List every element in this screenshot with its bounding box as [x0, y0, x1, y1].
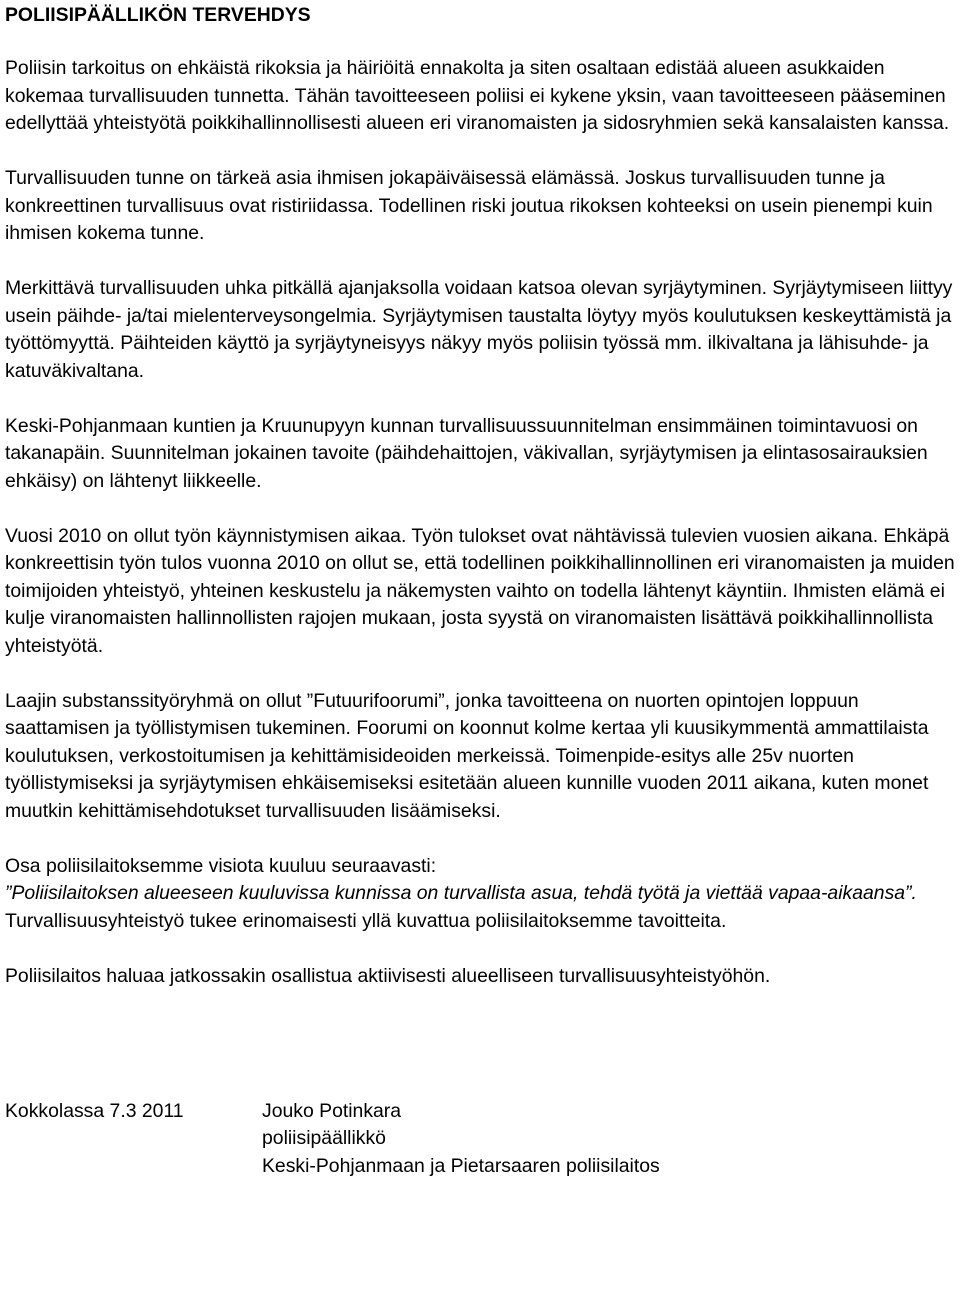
letter-document — [5, 0, 957, 1180]
title-spacer — [5, 30, 957, 55]
signature-block — [5, 1098, 957, 1180]
vision-intro: Osa poliisilaitoksemme visiota kuuluu seuraavasti: — [5, 854, 437, 877]
signatory-role: poliisipäällikkö — [262, 1127, 386, 1149]
vision-section — [5, 853, 957, 936]
signatory — [262, 1098, 660, 1181]
signatory-name: Jouko Potinkara — [262, 1099, 402, 1122]
vision-outro: Turvallisuusyhteistyö tukee erinomaisesti yllä kuvattua poliisilaitoksemme tavoitteita. — [5, 909, 727, 932]
paragraph-futuurifoorumi: Laajin substanssityöryhmä on ollut ”Futuurifoorumi”, jonka tavoitteena on nuorten opintojen loppuun saattamisen ja työllistymisen tukeminen. Foorumi on koonnut kolme kertaa yli kuusikymmentä ammattilaista koulutuksen, verkostoitumisen ja kehittämisideoiden merkeissä. Toimenpide-esitys alle 25v nuorten työllistymiseksi ja syrjäytymisen ehkäisemiseksi esitetään alueen kunnille vuoden 2011 aikana, kuten monet muutkin kehittämisehdotukset turvallisuuden lisäämiseksi. — [5, 689, 929, 822]
paragraph-sense-of-security: Turvallisuuden tunne on tärkeä asia ihmisen jokapäiväisessä elämässä. Joskus turvallisuuden tunne ja konkreettinen turvallisuus ovat ristiriidassa. Todellinen riski joutua rikoksen kohteeksi on usein pienempi kuin ihmisen kokema tunne. — [5, 167, 933, 244]
signature-spacer — [5, 1018, 957, 1098]
signatory-organization: Keski-Pohjanmaan ja Pietarsaaren poliisilaitos — [262, 1154, 660, 1177]
closing-paragraph: Poliisilaitos haluaa jatkossakin osallistua aktiivisesti alueelliseen turvallisuusyhteistyöhön. — [5, 964, 771, 987]
paragraph-safety-plan: Keski-Pohjanmaan kuntien ja Kruunupyyn kunnan turvallisuussuunnitelman ensimmäinen toimintavuosi on takanapäin. Suunnitelman jokainen tavoite (päihdehaittojen, väkivallan, syrjäytymisen ja elintasosairauksien ehkäisy) on lähtenyt liikkeelle. — [5, 414, 928, 492]
paragraph-exclusion: Merkittävä turvallisuuden uhka pitkällä ajanjaksolla voidaan katsoa olevan syrjäytyminen. Syrjäytymiseen liittyy usein päihde- ja/tai mielenterveysongelmia. Syrjäytymisen taustalta löytyy myös koulutuksen keskeyttämistä ja työttömyyttä. Päihteiden käyttö ja syrjäytyneisyys näkyy myös poliisin työssä mm. ilkivaltana ja lähisuhde- ja katuväkivaltana. — [5, 277, 953, 382]
vision-quote: ”Poliisilaitoksen alueeseen kuuluvissa kunnissa on turvallista asua, tehdä työtä ja viettää vapaa-aikaansa”. — [5, 882, 917, 904]
paragraph-year-2010: Vuosi 2010 on ollut työn käynnistymisen aikaa. Työn tulokset ovat nähtävissä tulevien vuosien aikana. Ehkäpä konkreettisin työn tulos vuonna 2010 on ollut se, että todellinen poikkihallinnollinen eri viranomaisten ja muiden toimijoiden yhteistyö, yhteinen keskustelu ja näkemysten vaihto on todella lähtenyt käyntiin. Ihmisten elämä ei kulje viranomaisten hallinnollisten rajojen mukaan, josta syystä on viranomaisten lisättävä poikkihallinnollista yhteistyötä. — [5, 524, 955, 657]
place-date: Kokkolassa 7.3 2011 — [5, 1099, 184, 1122]
page-title: POLIISIPÄÄLLIKÖN TERVEHDYS — [5, 4, 311, 26]
paragraph-purpose: Poliisin tarkoitus on ehkäistä rikoksia ja häiriöitä ennakolta ja siten osaltaan edistää alueen asukkaiden kokemaa turvallisuuden tunnetta. Tähän tavoitteeseen poliisi ei kykene yksin, vaan tavoitteeseen pääseminen edellyttää yhteistyötä poikkihallinnollisesti alueen eri viranomaisten ja sidosryhmien sekä kansalaisten kanssa. — [5, 57, 950, 134]
